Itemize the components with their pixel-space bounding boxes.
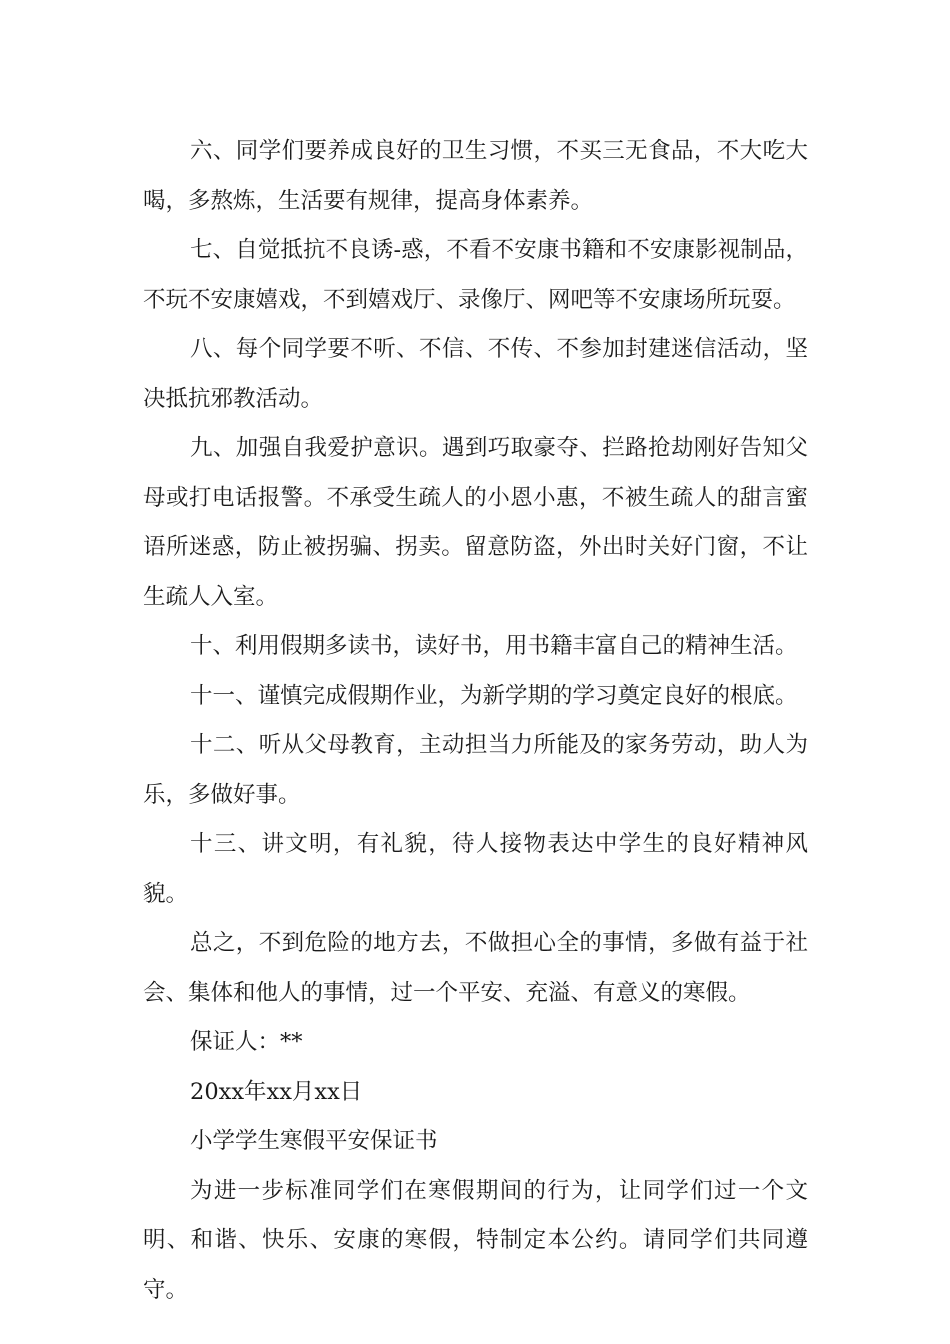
paragraph-housework: 十二、听从父母教育，主动担当力所能及的家务劳动，助人为乐，多做好事。 <box>143 732 808 808</box>
paragraph-no-superstition: 八、每个同学要不听、不信、不传、不参加封建迷信活动，坚决抵抗邪教活动。 <box>143 336 808 412</box>
paragraph-self-protection: 九、加强自我爱护意识。遇到巧取豪夺、拦路抢劫刚好告知父母或打电话报警。不承受生疏人的小恩小惠，不被生疏人的甜言蜜语所迷惑，防止被拐骗、拐卖。留意防盗，外出时关好门窗，不让生疏人入室。 <box>143 435 808 610</box>
guarantor-line: 保证人：** <box>190 1029 303 1055</box>
paragraph-resist-temptation: 七、自觉抵抗不良诱-惑，不看不安康书籍和不安康影视制品，不玩不安康嬉戏，不到嬉戏厅、录像厅、网吧等不安康场所玩耍。 <box>143 237 808 313</box>
paragraph-reading: 十、利用假期多读书，读好书，用书籍丰富自己的精神生活。 <box>190 633 798 659</box>
section-title: 小学学生寒假平安保证书 <box>190 1128 438 1154</box>
document-body <box>143 127 808 1315</box>
paragraph-summary: 总之，不到危险的地方去，不做担心全的事情，多做有益于社会、集体和他人的事情，过一个平安、充溢、有意义的寒假。 <box>143 930 808 1006</box>
date-line: 20xx年xx月xx日 <box>190 1078 363 1105</box>
paragraph-hygiene: 六、同学们要养成良好的卫生习惯，不买三无食品，不大吃大喝，多熬炼，生活要有规律，提高身体素养。 <box>143 138 808 214</box>
paragraph-manners: 十三、讲文明，有礼貌，待人接物表达中学生的良好精神风貌。 <box>143 831 808 907</box>
paragraph-homework: 十一、谨慎完成假期作业，为新学期的学习奠定良好的根底。 <box>190 682 798 709</box>
paragraph-intro: 为进一步标准同学们在寒假期间的行为，让同学们过一个文明、和谐、快乐、安康的寒假，特制定本公约。请同学们共同遵守。 <box>143 1177 808 1303</box>
